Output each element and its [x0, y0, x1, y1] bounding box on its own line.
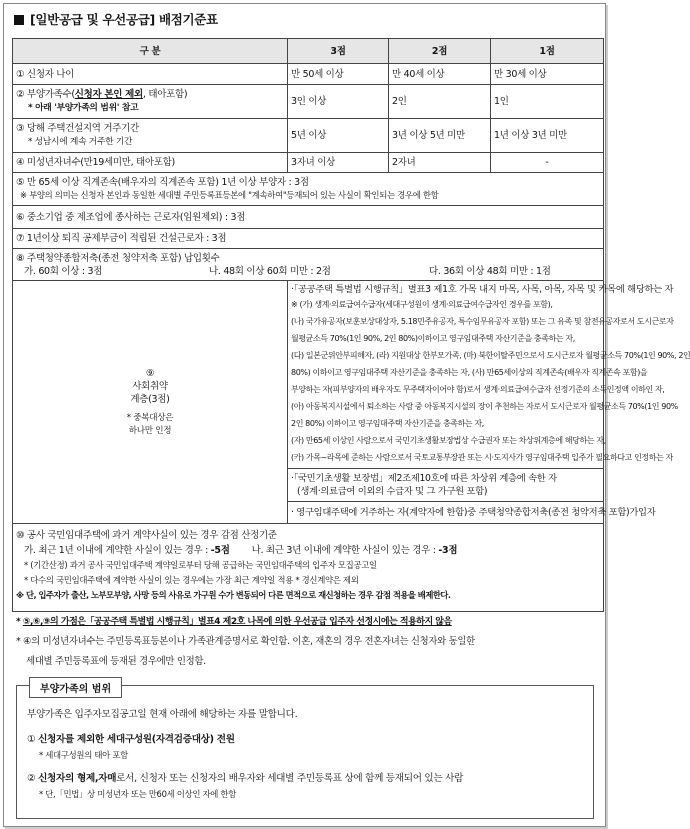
footnote-children-1: * ④의 미성년자녀수는 주민등록표등본이나 가족관계증명서로 확인함. 이혼, 재혼의 경우 전혼자녀는 신청자와 동일한	[16, 636, 475, 647]
vulnerable-detail-line: 월평균소득 70%(1인 90%, 2인 80%)이하이고 영구임대주택 자산기준을 충족하는 자,	[291, 334, 575, 343]
table-row	[13, 229, 604, 249]
table-row	[13, 153, 604, 173]
row-age-label: ① 신청자 나이	[13, 64, 288, 85]
vulnerable-note-1: * 중복대상은	[126, 412, 174, 423]
vulnerable-detail-line: (자) 만65세 이상인 사람으로서 국민기초생활보장법상 수급권자 또는 차상위계층에 해당하는 자,	[291, 436, 606, 445]
row-dependents-label	[13, 85, 288, 119]
vulnerable-detail-line: ※ (가) 생계·의료급여수급자(세대구성원이 생계·의료급여수급자인 경우를 포함),	[291, 300, 553, 309]
square-bullet-icon	[14, 15, 24, 25]
header-1pt: 1점	[491, 39, 604, 64]
deduction-a-text: 가. 최근 1년 이내에 계약한 사실이 있는 경우 :	[24, 545, 211, 556]
vulnerable-detail-line: 2인 80%) 이하이고 영구임대주택 자산기준을 충족하는 자,	[291, 419, 484, 428]
row-residence-2pt: 3년 이상 5년 미만	[389, 119, 491, 153]
near-poverty-sub: (생계·의료급여 이외의 수급자 및 그 가구원 포함)	[297, 486, 488, 497]
dependents-scope-box	[16, 685, 594, 819]
row-age-3pt: 만 50세 이상	[288, 64, 389, 85]
dependents-scope-item-1-sub: * 세대구성원의 태아 포함	[39, 750, 128, 760]
savings-count-a: 가. 60회 이상 : 3점	[24, 265, 103, 277]
dependents-label-a: ② 부양가족수(	[16, 89, 75, 100]
savings-count-text: ⑧ 주택청약종합저축(종전 청약저축 포함) 납입횟수	[16, 252, 220, 264]
table-row	[13, 206, 604, 229]
row-children-1pt: -	[491, 153, 604, 173]
row-sme-worker: ⑥ 중소기업 중 제조업에 종사하는 근로자(임원제외) : 3점	[13, 206, 604, 229]
row-age-2pt: 만 40세 이상	[389, 64, 491, 85]
table-row	[13, 119, 604, 153]
deduction-a-score: -5점	[210, 545, 230, 556]
row-vulnerable-rental: · 영구임대주택에 거주하는 자(계약자에 한함)중 주택청약종합저축(종전 청약저축 포함)가입자	[288, 502, 604, 524]
elderly-support-text: ⑤ 만 65세 이상 직계존속(배우자의 직계존속 포함) 1년 이상 부양자 : 3점	[16, 177, 309, 188]
vulnerable-head-num: ⑨	[145, 367, 155, 379]
footnote-priority-mark: *	[16, 617, 23, 627]
vulnerable-detail-line: (다) 일본군위안부피해자, (라) 지원대상 한부모가족, (마) 북한이탈주민으로서 도시근로자 월평균소득 70%(1인 90%, 2인	[291, 351, 690, 360]
row-savings-count	[13, 249, 604, 281]
dependents-scope-item-2-sub: * 단,「민법」상 미성년자 또는 만60세 이상인 자에 한함	[39, 789, 237, 799]
dependents-scope-item-2	[27, 770, 463, 784]
vulnerable-detail-line: 부양하는 자(피부양자의 배우자도 무주택자이어야 함)로서 생계·의료급여수급자 선정기준의 소득인정액 이하인 자,	[291, 385, 665, 394]
table-row	[13, 524, 604, 612]
row-children-3pt: 3자녀 이상	[288, 153, 389, 173]
row-residence-1pt: 1년 이상 3년 미만	[491, 119, 604, 153]
vulnerable-detail-line: (아) 아동복지시설에서 퇴소하는 사람 중 아동복지시설의 장이 추천하는 자로서 도시근로자 월평균소득 70%(1인 90%	[291, 402, 678, 411]
row-vulnerable-head	[13, 281, 288, 524]
header-3pt: 3점	[288, 39, 389, 64]
row-construction-worker: ⑦ 1년이상 퇴직 공제부금이 적립된 건설근로자 : 3점	[13, 229, 604, 249]
page-title-text: [일반공급 및 우선공급] 배점기준표	[30, 12, 218, 27]
row-age-1pt: 만 30세 이상	[491, 64, 604, 85]
footnote-priority-text: ⑤,⑥,⑨의 가점은「공공주택 특별법 시행규칙」별표4 제2호 나목에 의한 우선공급 입주자 선정시에는 적용하지 않음	[22, 617, 452, 627]
deduction-b-text: 나. 최근 3년 이내에 계약한 사실이 있는 경우 :	[251, 545, 439, 556]
item-2-text: 로서, 신청자 또는 신청자의 배우자와 세대별 주민등록표 상에 함께 등재되어 있는 사람	[116, 773, 464, 784]
savings-count-b: 나. 48회 이상 60회 미만 : 2점	[209, 265, 331, 277]
row-elderly-support	[13, 173, 604, 206]
elderly-support-note: ※ 부양의 의미는 신청자 본인과 동일한 세대별 주민등록표등본에 "계속하여"등재되어 있는 사실이 확인되는 경우에 한함	[20, 190, 439, 200]
item-2-number: ②	[27, 773, 39, 784]
deduction-b-score: -3점	[438, 545, 458, 556]
vulnerable-detail-line: 80%) 이하이고 영구임대주택 자산기준을 충족하는 자, (사) 만65세이상의 직계존속(배우자 직계존속 포함)을	[291, 368, 648, 377]
vulnerable-detail-line: (카) 가목~라목에 준하는 사람으로서 국토교통부장관 또는 시·도지사가 영구임대주택 입주가 필요하다고 인정하는 자	[291, 453, 673, 462]
deduction-note-3: ※ 단, 입주자가 출산, 노부모부양, 사망 등의 사유로 가구원 수가 변동되어 다른 면적으로 재신청하는 경우 감점 적용을 배제한다.	[16, 590, 451, 600]
row-residence-label	[13, 119, 288, 153]
row-children-label: ④ 미성년자녀수(만19세미만, 태아포함)	[13, 153, 288, 173]
footnote-children-2: 세대별 주민등록표에 등재된 경우에만 인정함.	[26, 656, 206, 667]
deduction-title: ⑩ 공사 국민임대주택에 과거 계약사실이 있는 경우 감점 산정기준	[16, 530, 277, 541]
vulnerable-detail-list	[291, 296, 690, 466]
vulnerable-note-2: 하나만 인정	[128, 425, 172, 436]
row-dependents-2pt: 2인	[389, 85, 491, 119]
item-1-number: ①	[27, 734, 39, 745]
vulnerable-main-text: ·「공공주택 특별법 시행규칙」별표3 제1호 가목 내지 마목, 사목, 아목, 자목 및 카목에 해당하는 자	[291, 284, 674, 295]
table-header-row	[13, 39, 604, 64]
footnotes	[16, 612, 596, 672]
table-row	[13, 249, 604, 281]
residence-label-text: ③ 당해 주택건설지역 거주기간	[16, 123, 139, 134]
header-category: 구 분	[13, 39, 288, 64]
deduction-note-1: * (기간산정) 과거 공사 국민임대주택 계약일로부터 당해 공급하는 국민임대주택의 입주자 모집공고일	[24, 560, 377, 570]
deduction-items	[16, 543, 600, 558]
footnote-priority	[16, 612, 596, 632]
dependents-scope-intro: 부양가족은 입주자모집공고일 현재 아래에 해당하는 자를 말합니다.	[27, 709, 298, 720]
table-row	[13, 64, 604, 85]
dependents-sub-note: * 아래 '부양가족의 범위' 참고	[28, 103, 139, 113]
row-children-2pt: 2자녀	[389, 153, 491, 173]
row-vulnerable-main	[288, 281, 690, 469]
page-title	[14, 10, 218, 28]
row-dependents-1pt: 1인	[491, 85, 604, 119]
dependents-scope-title: 부양가족의 범위	[29, 677, 122, 698]
dependents-scope-item-1	[27, 731, 235, 745]
near-poverty-text: ·「국민기초생활 보장법」제2조제10호에 따른 차상위 계층에 속한 자	[291, 473, 557, 484]
header-2pt: 2점	[389, 39, 491, 64]
row-deduction	[13, 524, 604, 612]
table-row	[13, 281, 604, 469]
table-row	[13, 173, 604, 206]
deduction-note-2: * 다수의 국민임대주택에 계약한 사실이 있는 경우에는 가장 최근 계약일 적용 * 경신계약은 제외	[24, 575, 359, 585]
row-vulnerable-near-poverty	[288, 469, 604, 502]
item-2-bold: 신청자의 형제,자매	[38, 773, 117, 784]
residence-sub-note: * 성남시에 계속 거주한 기간	[28, 137, 133, 147]
item-1-text: 신청자를 제외한 세대구성원(자격검증대상) 전원	[38, 734, 235, 745]
vulnerable-head-title: 사회취약	[132, 380, 168, 392]
score-table	[12, 38, 690, 612]
row-residence-3pt: 5년 이상	[288, 119, 389, 153]
dependents-label-emphasis: 신청자 본인 제외	[74, 89, 143, 100]
savings-count-c: 다. 36회 이상 48회 미만 : 1점	[429, 265, 551, 277]
row-dependents-3pt: 3인 이상	[288, 85, 389, 119]
vulnerable-detail-line: (나) 국가유공자(보훈보상대상자, 5.18민주유공자, 특수임무유공자 포함) 또는 그 유족 및 참전유공자로서 도시근로자	[291, 317, 674, 326]
dependents-label-c: , 태아포함)	[142, 89, 188, 100]
vulnerable-head-points: 계층(3점)	[130, 393, 170, 405]
table-row	[13, 85, 604, 119]
